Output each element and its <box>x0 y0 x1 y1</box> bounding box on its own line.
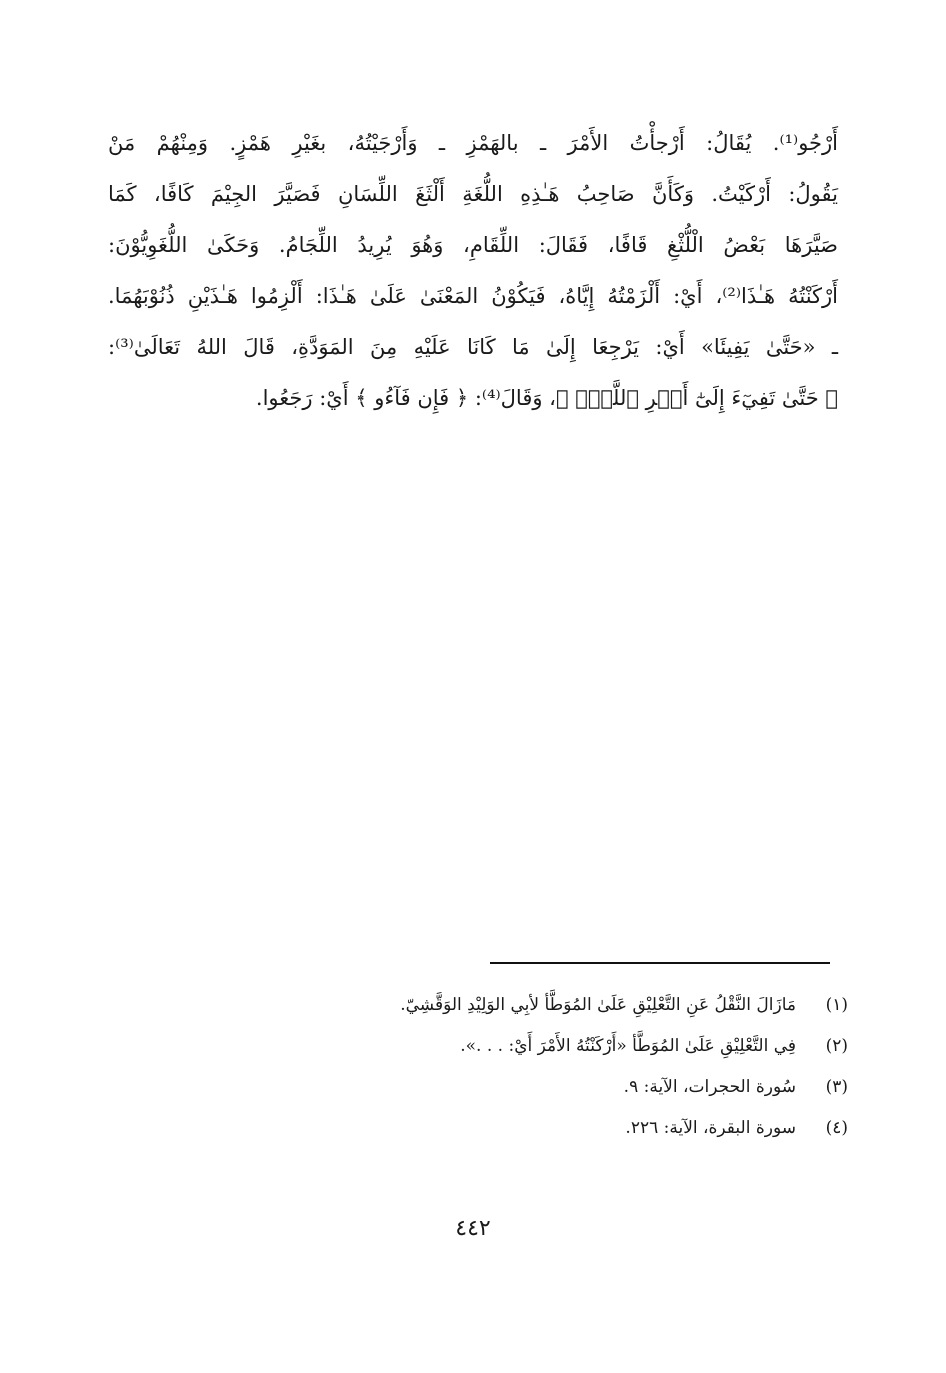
footnote-text: سُورة الحجرات، الآية: ٩. <box>623 1077 796 1097</box>
text-line-5: ـ «حَتَّىٰ يَفِيئَا» أَيْ: يَرْجِعَا إِلَىٰ مَا كَانَا عَلَيْهِ مِنَ المَوَدَّةِ، قَالَ اللهُ تَعَالَىٰ⁽³⁾: <box>108 335 838 359</box>
footnote-4 <box>108 1108 848 1149</box>
text-line-1: أَرْجُو⁽¹⁾. يُقَالُ: أَرْجأْتُ الأَمْرَ ـ بالهَمْزِ ـ وَأَرْجَيْتُهُ، بغَيْرِ هَمْزٍ. وَمِنْهُمْ مَنْ <box>108 131 838 155</box>
text-line-3: صَيَّرَهَا بَعْضُ الْلُّثْغِ قَافًا، فَقَالَ: اللِّقَامِ، وَهُوَ يُرِيدُ اللِّجَامُ. وَحَكَىٰ اللُّغَوِيُّوْنَ: <box>108 233 838 257</box>
footnotes-block <box>108 985 848 1149</box>
footnote-text: سورة البقرة، الآية: ٢٢٦. <box>625 1118 796 1138</box>
footnote-number: (٣) <box>825 1077 848 1097</box>
text-line-2: يَقُولُ: أَرْكَيْتُ. وَكَأَنَّ صَاحِبُ هَـٰذِهِ اللُّغَةِ أَلْثَغَ اللِّسَانِ فَصَيَّرَ الجِيْمَ كَافًا، كَمَا <box>108 182 838 206</box>
footnote-1 <box>108 985 848 1026</box>
footnote-divider <box>490 962 830 964</box>
footnote-text: مَازَالَ النَّقْلُ عَنِ التَّعْلِيْقِ عَلَىٰ المُوَطَّأ لأبِي الوَلِيْدِ الوَقَّشِيّ. <box>400 995 796 1015</box>
main-text-block <box>108 118 838 424</box>
page-number: ٤٤٢ <box>455 1216 491 1241</box>
text-line-6: ﴿ حَتَّىٰ تَفِيٓءَ إِلَىٰٓ أَمۡرِ ٱللَّهِۚ ﴾، وَقَالَ⁽⁴⁾: ﴿ فَإِن فَآءُو ﴾ أَيْ: رَجَعُوا. <box>255 386 838 410</box>
footnote-text: فِي التَّعْلِيْقِ عَلَىٰ المُوَطَّأ «أَرْكَنْتُهُ الأَمْرَ أَيْ: . . .». <box>460 1036 796 1056</box>
footnote-number: (١) <box>825 995 848 1015</box>
text-line-4: أَرْكَنْتُهُ هَـٰذَا⁽²⁾، أَيْ: أَلْزَمْتُهُ إِيَّاهُ، فَيَكُوْنُ المَعْنَىٰ عَلَىٰ هَـٰذَا: أَلْزِمُوا هَـٰذَيْنِ ذُنُوْبَهُمَا. <box>108 284 839 308</box>
footnote-number: (٢) <box>825 1036 848 1056</box>
footnote-2 <box>108 1026 848 1067</box>
footnote-3 <box>108 1067 848 1108</box>
footnote-number: (٤) <box>825 1118 848 1138</box>
